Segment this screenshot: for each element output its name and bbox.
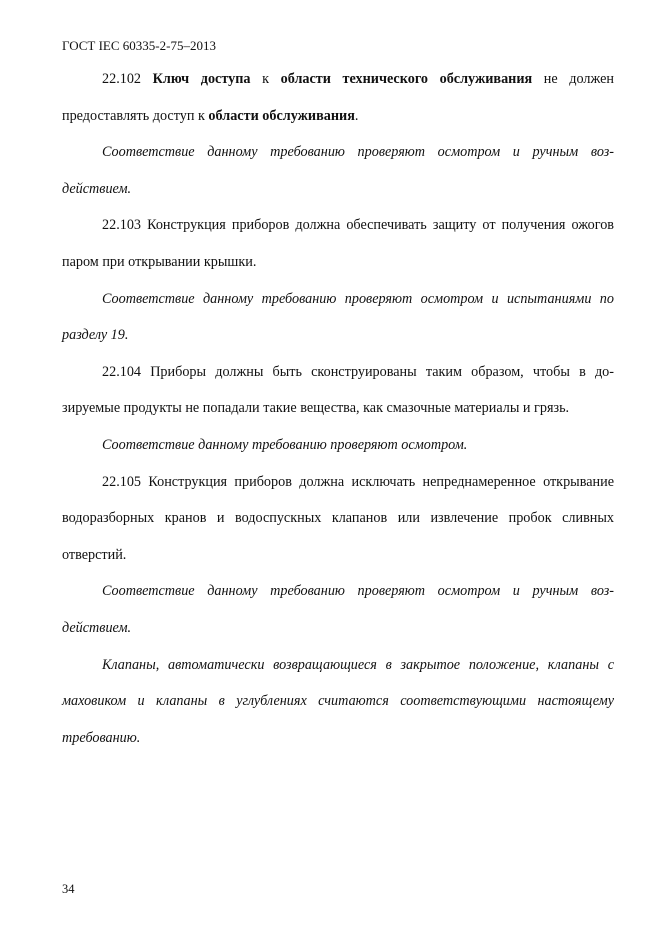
compliance-note: Соответствие данному требованию проверяют осмотром и ручным воздействием. <box>62 144 614 197</box>
clause-note: Клапаны, автоматически возвращающиеся в закрытое положение, клапаны с маховиком и клапаны в углублениях считаются соответствующими настоящему требованию. <box>62 656 614 746</box>
document-body <box>62 61 614 756</box>
page-number: 34 <box>62 882 75 896</box>
compliance-note: Соответствие данному требованию проверяют осмотром. <box>102 436 468 453</box>
compliance-note: Соответствие данному требованию проверяют осмотром и испытаниями по разделу 19. <box>62 290 614 344</box>
defined-term: Ключ доступа <box>152 71 251 87</box>
clause-22-105: 22.105 Конструкция приборов должна исключать непреднамеренное открывание водоразборных кранов и водоспускных клапанов или извлечение пробок сливных отверстий. <box>62 473 614 563</box>
defined-term: области обслуживания <box>208 107 355 124</box>
compliance-note: Соответствие данному требованию проверяют осмотром и ручным воздействием. <box>62 583 614 636</box>
clause-22-103: 22.103 Конструкция приборов должна обеспечивать защиту от получения ожогов паром при открывании крышки. <box>62 217 614 270</box>
clause-22-104: 22.104 Приборы должны быть сконструированы таким образом, чтобы в дозируемые продукты не попадали такие вещества, как смазочные материалы и грязь. <box>62 363 614 417</box>
defined-term: области технического обслуживания <box>280 71 533 87</box>
clause-22-102: 22.102 Ключ доступа к области технического обслуживания не должен предоставлять доступ к области обслуживания. <box>62 71 615 124</box>
standard-designation: ГОСТ IEC 60335-2-75–2013 <box>62 38 216 53</box>
